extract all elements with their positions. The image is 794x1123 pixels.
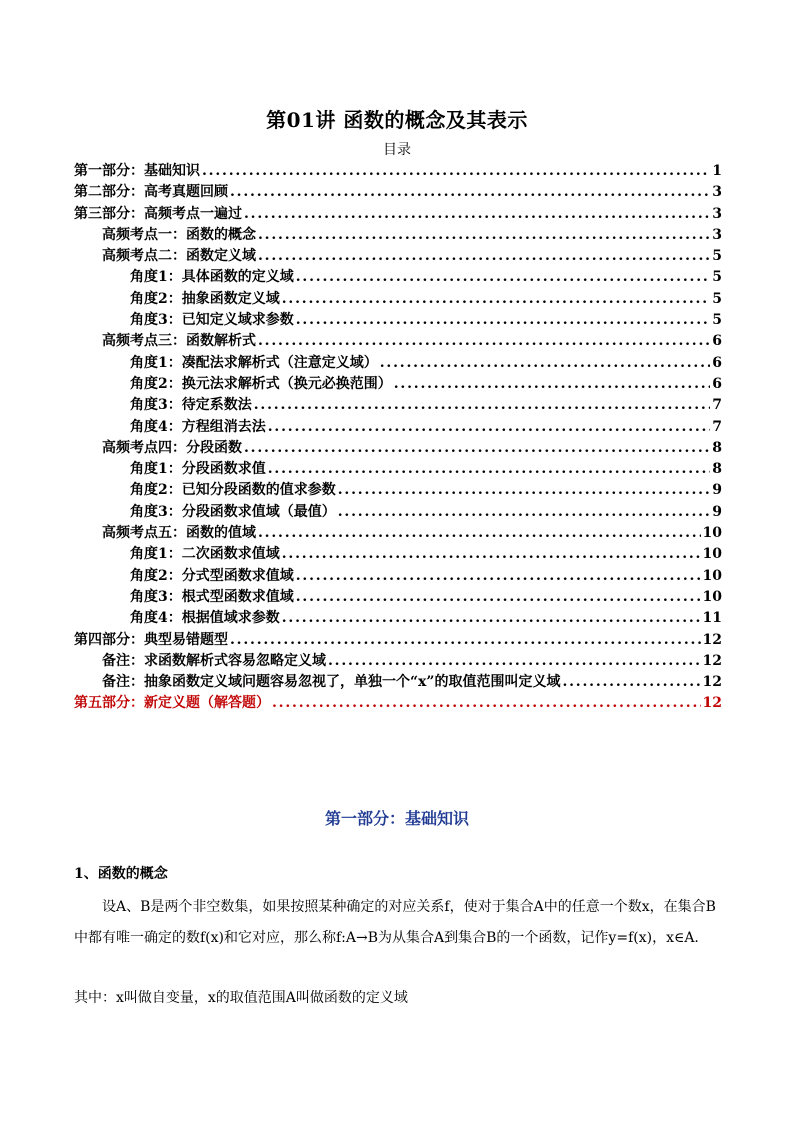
- table-of-contents: [74, 160, 722, 714]
- toc-entry[interactable]: 角度3：待定系数法 ..... 7: [74, 394, 722, 415]
- toc-entry[interactable]: 角度1：二次函数求值域 ..... 10: [74, 543, 722, 564]
- toc-entry[interactable]: 备注：求函数解析式容易忽略定义域 ..... 12: [74, 650, 722, 671]
- toc-entry[interactable]: 高频考点三：函数解析式 ..... 6: [74, 330, 722, 351]
- note-paragraph: 其中：x叫做自变量，x的取值范围A叫做函数的定义域: [74, 990, 408, 1006]
- toc-entry[interactable]: 角度3：已知定义域求参数 ..... 5: [74, 309, 722, 330]
- toc-entry[interactable]: 角度2：分式型函数求值域 ..... 10: [74, 565, 722, 586]
- toc-entry[interactable]: 第一部分：基础知识 ..... 1: [74, 160, 722, 181]
- toc-entry-highlighted[interactable]: 第五部分：新定义题（解答题） ..... 12: [74, 692, 722, 713]
- toc-entry[interactable]: 高频考点二：函数定义域 ..... 5: [74, 245, 722, 266]
- definition-paragraph: 设A、B是两个非空数集，如果按照某种确定的对应关系f，使对于集合A中的任意一个数x，在集合B中都有唯一确定的数f(x)和它对应，那么称f:A→B为从集合A到集合B的一个函数，记作y=f(x)，x∈A.: [74, 899, 716, 946]
- document-title: 第01讲 函数的概念及其表示: [266, 108, 528, 132]
- toc-entry[interactable]: 备注：抽象函数定义域问题容易忽视了，单独一个“x”的取值范围叫定义域 ..... 12: [74, 671, 722, 692]
- toc-entry[interactable]: 高频考点四：分段函数 ..... 8: [74, 437, 722, 458]
- toc-entry[interactable]: 角度3：根式型函数求值域 ..... 10: [74, 586, 722, 607]
- toc-entry[interactable]: 角度1：分段函数求值 ..... 8: [74, 458, 722, 479]
- toc-entry[interactable]: 角度2：已知分段函数的值求参数 ..... 9: [74, 479, 722, 500]
- toc-entry[interactable]: 角度2：抽象函数定义域 ..... 5: [74, 288, 722, 309]
- toc-entry[interactable]: 角度4：根据值域求参数 ..... 11: [74, 607, 722, 628]
- toc-entry[interactable]: 角度1：凑配法求解析式（注意定义域） ..... 6: [74, 352, 722, 373]
- toc-entry[interactable]: 角度2：换元法求解析式（换元必换范围） ..... 6: [74, 373, 722, 394]
- toc-entry[interactable]: 第四部分：典型易错题型 ..... 12: [74, 629, 722, 650]
- subsection-title: 1、函数的概念: [74, 866, 168, 882]
- toc-heading: 目录: [383, 142, 411, 158]
- toc-entry[interactable]: 第三部分：高频考点一遍过 ..... 3: [74, 203, 722, 224]
- toc-entry[interactable]: 角度3：分段函数求值域（最值） ..... 9: [74, 501, 722, 522]
- toc-entry[interactable]: 高频考点一：函数的概念 ..... 3: [74, 224, 722, 245]
- toc-entry[interactable]: 角度1：具体函数的定义域 ..... 5: [74, 266, 722, 287]
- toc-entry[interactable]: 高频考点五：函数的值域 ..... 10: [74, 522, 722, 543]
- toc-entry[interactable]: 角度4：方程组消去法 ..... 7: [74, 416, 722, 437]
- section-title: 第一部分：基础知识: [324, 809, 469, 828]
- toc-entry[interactable]: 第二部分：高考真题回顾 ..... 3: [74, 181, 722, 202]
